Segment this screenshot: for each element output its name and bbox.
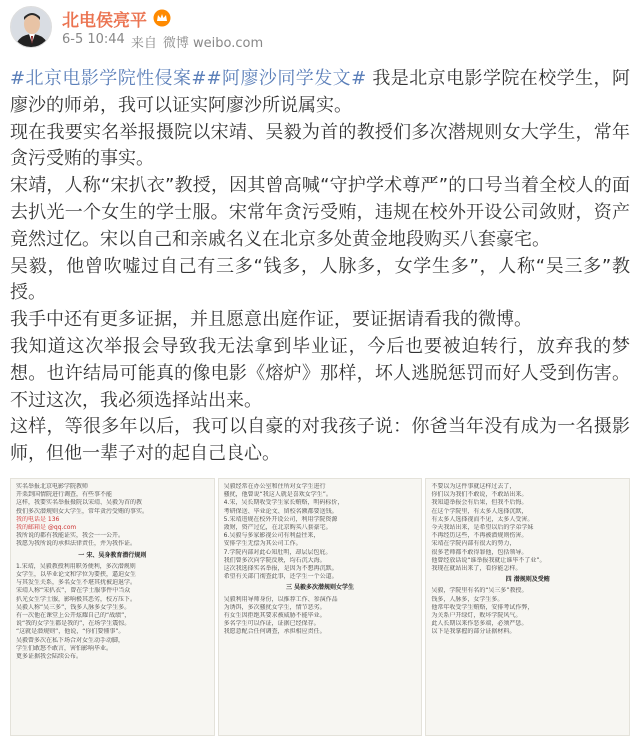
doc-line: 为诱饵，多次骚扰女学生，情节恶劣。 [223, 603, 326, 611]
post-header [10, 6, 263, 54]
doc-line: 我的邮箱是 @qq.com [16, 524, 77, 532]
attached-images [10, 478, 630, 736]
doc-line: 6.吴毅与多家影视公司有利益往来， [223, 532, 320, 540]
doc-line: 与其发生关系，多名女生不堪其扰被迫退学。 [16, 579, 137, 587]
doc-line: 敛财，资产过亿，在北京购买八套豪宅。 [223, 524, 332, 532]
doc-line: 有女生因拒绝其要求被威胁不能毕业。 [223, 612, 326, 620]
document-image-1[interactable] [10, 478, 215, 736]
doc-line: 不再经历这些，不再被潜规则伤害。 [431, 532, 528, 540]
doc-line: 此人长期以来作恶多端，必须严惩。 [431, 620, 528, 628]
doc-line: 他常年收受学生贿赂，安排考试作弊， [431, 603, 534, 611]
doc-line: 很多老师都不敢得罪他，包括领导。 [431, 548, 528, 556]
topic-tag-2[interactable]: #阿廖沙同学发文# [206, 68, 367, 89]
doc-line: 为关系户开绿灯，败坏学院风气。 [431, 612, 522, 620]
doc-line: 开栗到国情院进行调查，有些事不能 [16, 491, 113, 499]
doc-3-lines [431, 483, 624, 573]
post-paragraph-3: 宋靖，人称“宋扒衣”教授，因其曾高喊“守护学术尊严”的口号当着全校人的面去扒光一个女生的学士服。宋常年贪污受贿，违规在校外开设公司敛财，资产竟然过亿。宋以自己和亲戚名义在北京多处黄金地段购买八套豪宅。 [10, 175, 630, 250]
doc-line: 有太多人选择视而不见，太多人受害。 [431, 515, 534, 523]
doc-line: 不要以为这件事就这样过去了， [431, 483, 516, 490]
doc-line: 我愿为我所说的承担法律责任，并为我作证。 [16, 540, 137, 548]
post-paragraph-1 [10, 66, 630, 120]
doc-2-heading: 三 吴毅多次潜规则女学生 [285, 584, 355, 592]
post-source: 微博 weibo.com [162, 36, 264, 51]
doc-line: 考研保送、毕业论文、留校名额都要送钱。 [223, 507, 338, 515]
doc-line: 钱多，人脉多，女学生多。 [431, 595, 504, 603]
doc-line: 授们多次潜规则女大学生，常年贪污受贿的事实。 [16, 507, 149, 515]
avatar-portrait-icon [11, 7, 52, 48]
post-paragraph-1-text: 我是北京电影学院在校学生，阿廖沙的师弟，我可以证实阿廖沙所说属实。 [10, 68, 630, 116]
doc-line: 多名学生可以作证，证据已经保存。 [223, 620, 320, 628]
post-paragraph-5: 我手中还有更多证据，并且愿意出庭作证，要证据请看我的微博。 [10, 309, 532, 331]
doc-2-lines-2 [224, 596, 417, 637]
post-paragraph-2: 现在我要实名举报摄院以宋靖、吴毅为首的教授们多次潜规则女大学生，常年贪污受贿的事实。 [10, 121, 630, 170]
doc-line: 我所说的都有我能证实，我会一一公开。 [16, 532, 125, 540]
doc-line: 我知道举报会有后果，但我不后悔。 [431, 499, 528, 507]
topic-tag-1[interactable]: #北京电影学院性侵案# [10, 68, 207, 89]
doc-line: 今天我站出来，是希望以后的学弟学妹 [431, 524, 534, 532]
doc-1-lines [16, 483, 209, 549]
doc-line: 安排学生无偿为其公司工作。 [223, 540, 302, 548]
doc-line: “这就是潜规则”，他说，“你们要懂事”。 [16, 628, 125, 636]
document-image-2[interactable] [218, 478, 423, 736]
doc-line: 吴毅，学院里有名的“吴三多”教授。 [431, 587, 528, 595]
doc-line: 说“我的女学生都是我的”，在场学生震惊。 [16, 620, 131, 628]
doc-line: 实名举报北京电影学院教师 [16, 483, 89, 490]
post-paragraph-6: 我知道这次举报会导致我无法拿到毕业证，今后也要被迫转行，放弃我的梦想。也许结局可能真的像电影《熔炉》那样，坏人逃脱惩罚而好人受到伤害。不过这次，我必须选择站出来。 [10, 335, 630, 411]
doc-line: 我愿意配合任何调查，承担相应责任。 [223, 628, 326, 636]
document-image-3[interactable] [425, 478, 630, 736]
doc-line: 骚扰，他曾说“我这人就是喜欢女学生”。 [223, 491, 332, 499]
source-prefix: 来自 [130, 36, 157, 51]
doc-3-lines-2 [431, 587, 624, 636]
doc-line: 你们以为我们不敢说，不敢站出来。 [431, 491, 528, 499]
doc-line: 在这个学院里，有太多人选择沉默， [431, 507, 528, 515]
name-row [62, 6, 263, 30]
post-paragraph-7: 这样，等很多年以后，我可以自豪的对我孩子说：你爸当年没有成为一名摄影师，但他一辈子对的起自己良心。 [10, 416, 630, 465]
doc-line: 吴毅人称“吴三多”，钱多人脉多女学生多。 [16, 603, 131, 611]
doc-line: 更多证据我会陆续公布。 [16, 653, 83, 661]
doc-line: 吴毅利用导师身份，以推荐工作、参演作品 [223, 595, 338, 603]
doc-line: 希望有关部门彻查此事，还学生一个公道。 [223, 573, 338, 581]
doc-line: 以下是我掌握的部分证据材料。 [431, 628, 516, 636]
doc-line: 4.宋，吴长期收受学生家长贿赂，明码标价， [223, 499, 344, 507]
doc-line: 我们曾多次向学院反映，均石沉大海。 [223, 556, 326, 564]
user-avatar[interactable] [10, 6, 52, 48]
vip-crown-icon[interactable] [153, 9, 171, 27]
doc-1-heading: 一 宋、吴身教育潜行规则 [78, 551, 147, 559]
doc-line: 女学生，以毕业论文和学位为要挟，逼迫女生 [16, 571, 137, 579]
doc-line: 我的电话是 136 [16, 515, 60, 523]
doc-line: 这样，我要实名举报摄院以宋靖、吴毅为首的教 [16, 499, 143, 507]
doc-line: 宋靖人称“宋扒衣”，曾在学士服事件中当众 [16, 587, 131, 595]
user-meta [62, 6, 263, 51]
doc-2-lines [224, 483, 417, 581]
post-text [10, 66, 630, 468]
doc-line: 这次我选择实名举报，是因为不想再沉默。 [223, 565, 338, 573]
doc-line: 1.宋靖，吴毅教授利用职务便利，多次潜规则 [16, 562, 136, 570]
doc-line: 扒光女生学士服，影响极其恶劣，校方压下。 [16, 595, 137, 603]
doc-line: 他曾经放话说“谁举报我就让谁毕不了业”。 [431, 556, 546, 564]
doc-1-lines-2 [16, 563, 209, 661]
doc-line: 学生们敢怒不敢言，害怕影响毕业。 [16, 644, 113, 652]
doc-line: 吴毅曾多次在私下场合对女生动手动脚， [16, 636, 125, 644]
post-info [62, 32, 263, 51]
doc-line: 宋靖在学院内部有很大的势力， [431, 540, 516, 548]
post-paragraph-4: 吴毅，他曾吹嘘过自己有三多“钱多，人脉多，女学生多”，人称“吴三多”教授。 [10, 255, 630, 304]
doc-3-heading: 四 潜规则及受贿 [505, 576, 550, 584]
doc-line: 7.学院内部对此心知肚明，却层层包庇。 [223, 548, 332, 556]
doc-line: 我现在就站出来了，看你能怎样。 [431, 565, 522, 573]
user-name[interactable]: 北电侯亮平 [62, 10, 147, 31]
doc-line: 吴毅经常在办公室和住所对女学生进行 [223, 483, 326, 490]
doc-line: 有一次他在课堂上公开炫耀自己的“战绩”， [16, 612, 131, 620]
doc-line: 5.宋靖违规在校外开设公司，利用学院资源 [223, 515, 338, 523]
post-time[interactable]: 6-5 10:44 [62, 32, 125, 47]
